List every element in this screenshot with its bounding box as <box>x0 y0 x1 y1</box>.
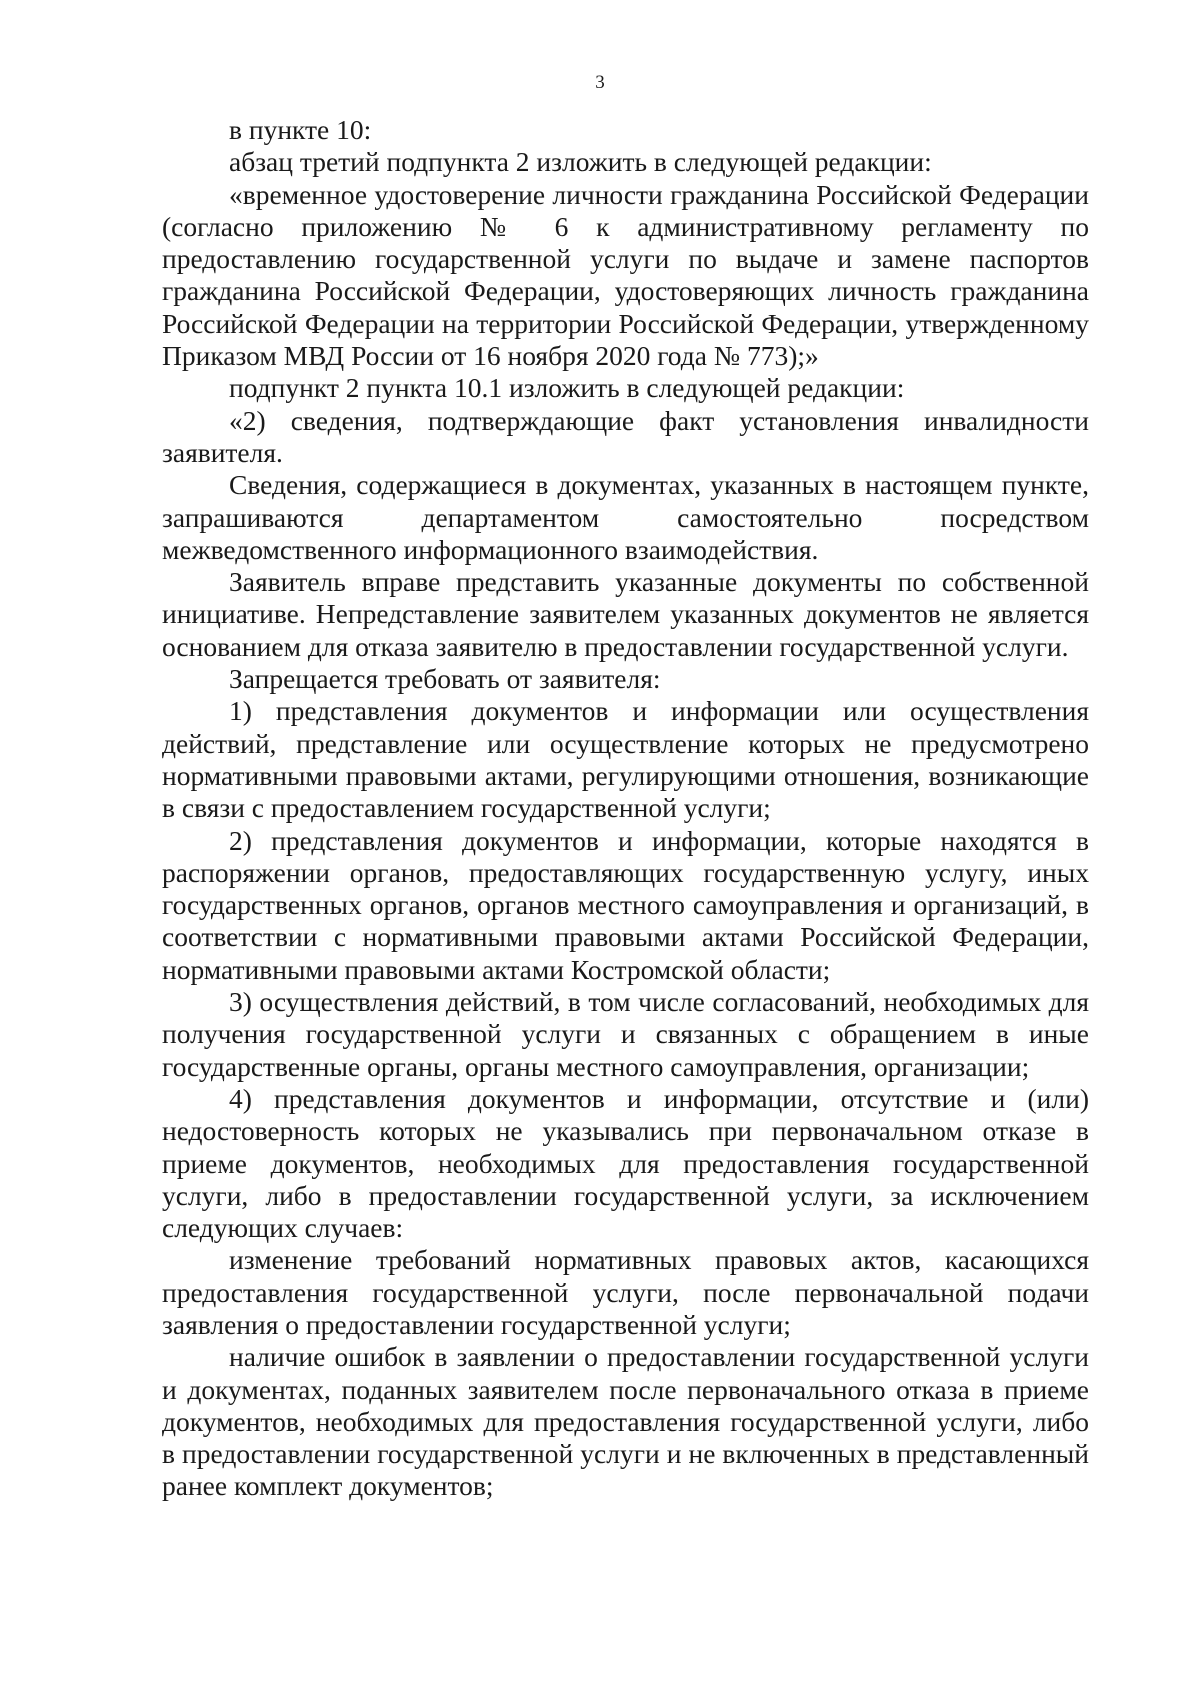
paragraph: наличие ошибок в заявлении о предоставлении государственной услуги и документах, поданных заявителем после первоначального отказа в приеме документов, необходимых для предоставления государственной услуги, либо в предоставлении государственной услуги и не включенных в представленный ранее комплект документов; <box>162 1341 1089 1502</box>
paragraph: абзац третий подпункта 2 изложить в следующей редакции: <box>229 146 932 178</box>
paragraph: Сведения, содержащиеся в документах, указанных в настоящем пункте, запрашиваются департаментом самостоятельно посредством межведомственного информационного взаимодействия. <box>162 469 1089 565</box>
paragraph: подпункт 2 пункта 10.1 изложить в следующей редакции: <box>229 372 905 404</box>
page-number: 3 <box>595 72 605 93</box>
paragraph: «2) сведения, подтверждающие факт установления инвалидности заявителя. <box>162 404 1089 468</box>
list-item: 3) осуществления действий, в том числе согласований, необходимых для получения государственной услуги и связанных с обращением в иные государственные органы, органы местного самоуправления, организации; <box>162 986 1089 1082</box>
paragraph: «временное удостоверение личности гражданина Российской Федерации (согласно приложению № 6 к административному регламенту по предоставлению государственной услуги по выдаче и замене паспортов гражданина Российской Федерации, удостоверяющих личность гражданина Российской Федерации на территории Российской Федерации, утвержденному Приказом МВД России от 16 ноября 2020 года № 773);» <box>162 178 1089 372</box>
list-item: 1) представления документов и информации или осуществления действий, представление или осуществление которых не предусмотрено нормативными правовыми актами, регулирующими отношения, возникающие в связи с предоставлением государственной услуги; <box>162 695 1089 824</box>
paragraph: в пункте 10: <box>229 114 372 145</box>
paragraph: Запрещается требовать от заявителя: <box>229 663 661 695</box>
paragraph: Заявитель вправе представить указанные документы по собственной инициативе. Непредставление заявителем указанных документов не является основанием для отказа заявителю в предоставлении государственной услуги. <box>162 566 1089 662</box>
list-item: 2) представления документов и информации, которые находятся в распоряжении органов, предоставляющих государственную услугу, иных государственных органов, органов местного самоуправления и организаций, в соответствии с нормативными правовыми актами Российской Федерации, нормативными правовыми актами Костромской области; <box>162 824 1089 985</box>
document-body <box>162 114 1089 1503</box>
paragraph: изменение требований нормативных правовых актов, касающихся предоставления государственной услуги, после первоначальной подачи заявления о предоставлении государственной услуги; <box>162 1244 1089 1340</box>
list-item: 4) представления документов и информации, отсутствие и (или) недостоверность которых не указывались при первоначальном отказе в приеме документов, необходимых для предоставления государственной услуги, либо в предоставлении государственной услуги, за исключением следующих случаев: <box>162 1082 1089 1244</box>
